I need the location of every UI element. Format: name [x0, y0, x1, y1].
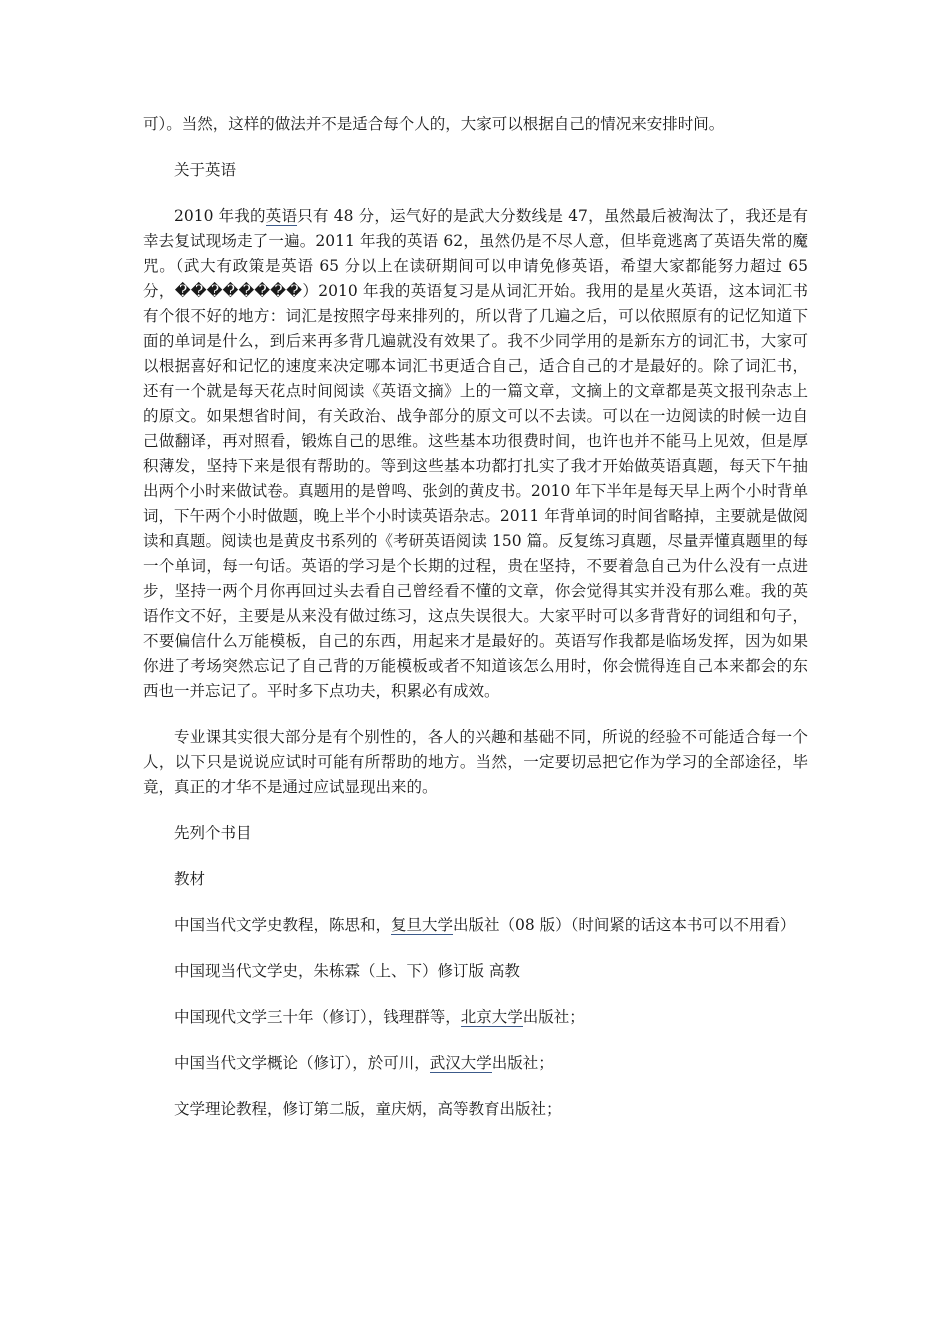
paragraph-major-courses: 专业课其实很大部分是有个别性的，各人的兴趣和基础不同，所说的经验不可能适合每一个人，以下只是说说应试时可能有所帮助的地方。当然，一定要切忌把它作为学习的全部途径，毕竟，真正的才华不是通过应试显现出来的。: [143, 728, 808, 796]
link-fudan-university[interactable]: 复旦大学: [391, 916, 454, 934]
book-item: 中国现当代文学史，朱栋霖（上、下）修订版 高教: [174, 962, 520, 980]
section-heading-book-list: 先列个书目: [174, 824, 252, 842]
book-text: 中国现代文学三十年（修订），钱理群等，: [174, 1008, 461, 1026]
link-english[interactable]: 英语: [265, 207, 298, 225]
paragraph-english-experience: [143, 204, 808, 704]
paragraph-text: 只有 48 分，运气好的是武大分数线是 47，虽然最后被淘汰了，我还是有幸去复试现场走了一遍。2011 年我的英语 62，虽然仍是不尽人意，但毕竟逃离了英语失常的魔咒。（武大有政策是英语 65 分以上在读研期间可以申请免修英语，希望大家都能努力超过 65 分，��������）2010 年我的英语复习是从词汇开始。我用的是星火英语，这本词汇书有个很不好的地方：词汇是按照字母来排列的，所以背了几遍之后，可以依照原有的记忆知道下面的单词是什么，到后来再多背几遍就没有效果了。我不少同学用的是新东方的词汇书，大家可以根据喜好和记忆的速度来决定哪本词汇书更适合自己，适合自己的才是最好的。除了词汇书，还有一个就是每天花点时间阅读《英语文摘》上的一篇文章，文摘上的文章都是英文报刊杂志上的原文。如果想省时间，有关政治、战争部分的原文可以不去读。可以在一边阅读的时候一边自己做翻译，再对照看，锻炼自己的思维。这些基本功很费时间，也许也并不能马上见效，但是厚积薄发，坚持下来是很有帮助的。等到这些基本功都打扎实了我才开始做英语真题，每天下午抽出两个小时来做试卷。真题用的是曾鸣、张剑的黄皮书。2010 年下半年是每天早上两个小时背单词，下午两个小时做题，晚上半个小时读英语杂志。2011 年背单词的时间省略掉，主要就是做阅读和真题。阅读也是黄皮书系列的《考研英语阅读 150 篇。反复练习真题，尽量弄懂真题里的每一个单词，每一句话。英语的学习是个长期的过程，贵在坚持，不要着急自己为什么没有一点进步，坚持一两个月你再回过头去看自己曾经看不懂的文章，你会觉得其实并没有那么难。我的英语作文不好，主要是从来没有做过练习，这点失误很大。大家平时可以多背背好的词组和句子，不要偏信什么万能模板，自己的东西，用起来才是最好的。英语写作我都是临场发挥，因为如果你进了考场突然忘记了自己背的万能模板或者不知道该怎么用时，你会慌得连自己本来都会的东西也一并忘记了。平时多下点功夫，积累必有成效。: [143, 207, 809, 700]
book-text: 出版社；: [491, 1054, 554, 1072]
book-text: 出版社（08 版）（时间紧的话这本书可以不用看）: [453, 916, 796, 934]
book-item: 文学理论教程，修订第二版，童庆炳，高等教育出版社；: [174, 1100, 562, 1118]
paragraph-continuation: 可）。当然，这样的做法并不是适合每个人的，大家可以根据自己的情况来安排时间。: [143, 115, 725, 133]
link-peking-university[interactable]: 北京大学: [460, 1008, 523, 1026]
book-text: 中国当代文学史教程，陈思和，: [174, 916, 392, 934]
document-page: [143, 112, 808, 1143]
link-wuhan-university[interactable]: 武汉大学: [429, 1054, 492, 1072]
section-heading-textbooks: 教材: [174, 870, 206, 888]
book-item: [143, 913, 808, 938]
book-item: [143, 1051, 808, 1076]
book-text: 中国当代文学概论（修订），於可川，: [174, 1054, 430, 1072]
paragraph-text: 2010 年我的: [174, 207, 266, 225]
book-text: 出版社；: [522, 1008, 585, 1026]
section-heading-english: 关于英语: [174, 161, 237, 179]
book-item: [143, 1005, 808, 1030]
